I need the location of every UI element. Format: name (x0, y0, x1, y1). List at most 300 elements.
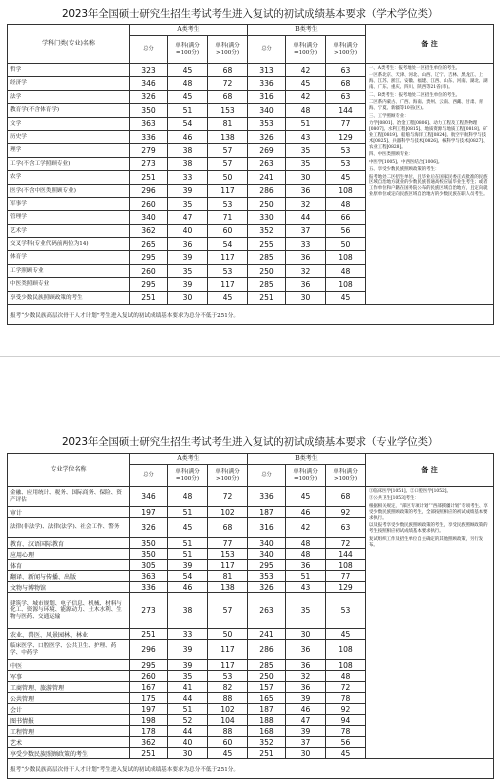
discipline-name: 金融、应用统计、税务、国际商务、保险、资产评估 (8, 487, 130, 507)
b-score-single-over-100: 68 (326, 77, 366, 90)
a-score-single-100: 39 (168, 560, 208, 571)
b-score-single-over-100: 77 (326, 571, 366, 582)
note-line: 力学[0801]、冶金工程[0806]、动力工程及工程热物理[0807]、水利工程[0815]、地质资源与地质工程[0818]、矿业工程[0819]、船舶与海洋工程[0824]、航空宇航科学与技术[0825]、兵器科学与技术[0826]、核科学与技术[0827]、农业工程[0828]。 (369, 121, 488, 150)
b-score-single-100: 48 (286, 538, 326, 549)
b-score-single-over-100: 78 (326, 726, 366, 737)
b-score-total: 187 (248, 507, 286, 518)
a-score-single-over-100: 117 (208, 660, 248, 671)
p-b-single-100-header: 单科(满分=100分) (286, 465, 326, 487)
a-score-single-over-100: 102 (208, 704, 248, 715)
a-score-total: 363 (130, 117, 168, 130)
a-score-single-100: 30 (168, 748, 208, 759)
a-score-total: 362 (130, 737, 168, 748)
b-score-single-over-100: 68 (326, 487, 366, 507)
academic-score-table (7, 24, 494, 325)
a-score-total: 336 (130, 582, 168, 593)
a-score-single-over-100: 72 (208, 487, 248, 507)
discipline-name: 会计 (8, 704, 130, 715)
a-score-total: 323 (130, 64, 168, 77)
b-score-single-over-100: 72 (326, 682, 366, 693)
a-score-single-100: 36 (168, 238, 208, 251)
b-score-total: 285 (248, 278, 286, 291)
a-score-total: 363 (130, 571, 168, 582)
b-score-single-100: 32 (286, 197, 326, 210)
professional-page (0, 356, 500, 773)
b-score-total: 313 (248, 64, 286, 77)
b-score-total: 168 (248, 726, 286, 737)
b-score-single-100: 42 (286, 64, 326, 77)
a-score-total: 346 (130, 77, 168, 90)
b-score-single-100: 46 (286, 704, 326, 715)
a-score-single-100: 33 (168, 171, 208, 184)
discipline-name: 图书情报 (8, 715, 130, 726)
b-score-single-100: 45 (286, 487, 326, 507)
b-total-header: 总分 (248, 36, 286, 64)
b-score-single-over-100: 45 (326, 748, 366, 759)
a-score-single-over-100: 72 (208, 77, 248, 90)
a-score-single-100: 38 (168, 157, 208, 170)
a-single-over-100-header: 单科(满分>100分) (208, 36, 248, 64)
b-score-single-100: 35 (286, 593, 326, 629)
discipline-name: 享受少数民族照顾政策的考生 (8, 748, 130, 759)
discipline-name: 法律(非法学)、法律(法学)、社会工作、警务 (8, 518, 130, 538)
b-score-total: 263 (248, 157, 286, 170)
a-score-total: 296 (130, 640, 168, 660)
note-line: 二、B类考生：报考地处二区招生单位的考生。 (369, 92, 461, 98)
a-score-single-100: 30 (168, 291, 208, 304)
a-score-single-over-100: 138 (208, 582, 248, 593)
professional-notes-header: 备 注 (366, 454, 494, 487)
discipline-name: 交叉学科(专业代码前两位为14) (8, 238, 130, 251)
a-score-total: 260 (130, 671, 168, 682)
a-total-header: 总分 (130, 36, 168, 64)
b-score-single-100: 35 (286, 144, 326, 157)
a-score-single-over-100: 117 (208, 640, 248, 660)
discipline-name: 艺术 (8, 737, 130, 748)
b-score-single-100: 32 (286, 264, 326, 277)
b-score-total: 286 (248, 640, 286, 660)
b-score-total: 269 (248, 144, 286, 157)
discipline-name: 工商管理、旅游管理 (8, 682, 130, 693)
a-score-total: 362 (130, 224, 168, 237)
a-score-single-over-100: 54 (208, 238, 248, 251)
b-score-total: 286 (248, 184, 286, 197)
discipline-name: 法学 (8, 90, 130, 103)
b-score-single-over-100: 78 (326, 693, 366, 704)
a-score-total: 251 (130, 171, 168, 184)
b-score-single-over-100: 45 (326, 291, 366, 304)
note-line: ①临床医学[1051]、②口腔医学[1052]。 (369, 489, 451, 494)
a-score-single-over-100: 117 (208, 278, 248, 291)
b-score-total: 295 (248, 560, 286, 571)
b-score-single-100: 51 (286, 117, 326, 130)
a-score-single-100: 46 (168, 582, 208, 593)
a-score-total: 198 (130, 715, 168, 726)
a-score-total: 273 (130, 593, 168, 629)
b-score-single-over-100: 108 (326, 251, 366, 264)
b-score-single-over-100: 94 (326, 715, 366, 726)
p-b-total-header: 总分 (248, 465, 286, 487)
b-score-single-over-100: 63 (326, 90, 366, 103)
b-score-single-over-100: 50 (326, 238, 366, 251)
discipline-name: 农业、兽医、风景园林、林业 (8, 629, 130, 640)
a-score-single-100: 33 (168, 629, 208, 640)
discipline-name: 教育、汉语国际教育 (8, 538, 130, 549)
a-score-single-over-100: 153 (208, 549, 248, 560)
a-score-total: 273 (130, 157, 168, 170)
b-score-single-over-100: 129 (326, 130, 366, 143)
b-score-total: 165 (248, 693, 286, 704)
discipline-name: 临床医学、口腔医学、公共卫生、护理、药学、中药学 (8, 640, 130, 660)
b-score-total: 157 (248, 682, 286, 693)
a-score-single-over-100: 53 (208, 671, 248, 682)
professional-zone-b-header: B类考生 (248, 454, 366, 465)
b-score-single-100: 37 (286, 737, 326, 748)
b-score-single-100: 48 (286, 549, 326, 560)
b-score-total: 251 (248, 291, 286, 304)
a-score-single-100: 39 (168, 660, 208, 671)
a-score-single-over-100: 117 (208, 251, 248, 264)
a-score-single-100: 45 (168, 64, 208, 77)
a-score-total: 336 (130, 130, 168, 143)
note-line: 以及报考享受少数民族照顾政策的考生，享受民族照顾政策的考生按照相应初试成绩基本要求执行。 (369, 523, 488, 535)
b-score-single-over-100: 48 (326, 264, 366, 277)
a-score-total: 326 (130, 90, 168, 103)
a-score-single-over-100: 117 (208, 560, 248, 571)
b-score-single-over-100: 66 (326, 211, 366, 224)
b-score-total: 353 (248, 571, 286, 582)
b-single-over-100-header: 单科(满分>100分) (326, 36, 366, 64)
a-score-single-over-100: 53 (208, 197, 248, 210)
note-line: 报考地处二区招生单位，且毕业后在国家民委正式批准的民族区域自治地方就业的少数民族普通高校应届毕业生考生；或者工作单位和户籍在国务院公布的民族区域自治地方，且定向就业原单位或定向民族区域自治地方的少数民族在职人员考生。 (369, 174, 488, 198)
note-line: 四、中医类照顾专业： (369, 152, 413, 158)
a-score-single-100: 46 (168, 130, 208, 143)
b-score-single-100: 35 (286, 157, 326, 170)
a-score-single-100: 52 (168, 715, 208, 726)
b-score-single-over-100: 53 (326, 593, 366, 629)
b-score-single-over-100: 108 (326, 560, 366, 571)
b-score-total: 340 (248, 538, 286, 549)
academic-title: 2023年全国硕士研究生招生考试考生进入复试的初试成绩基本要求（学术学位类） (61, 8, 439, 20)
a-score-single-over-100: 57 (208, 157, 248, 170)
a-score-single-100: 54 (168, 571, 208, 582)
a-score-total: 350 (130, 549, 168, 560)
a-score-single-100: 47 (168, 211, 208, 224)
b-score-single-over-100: 108 (326, 184, 366, 197)
a-score-single-over-100: 138 (208, 130, 248, 143)
discipline-name: 教育学(不含体育学) (8, 104, 130, 117)
b-score-total: 187 (248, 704, 286, 715)
b-score-single-over-100: 92 (326, 507, 366, 518)
a-score-total: 251 (130, 629, 168, 640)
b-score-single-over-100: 48 (326, 197, 366, 210)
discipline-name: 军事学 (8, 197, 130, 210)
a-score-single-100: 39 (168, 278, 208, 291)
discipline-name: 中医 (8, 660, 130, 671)
discipline-name: 理学 (8, 144, 130, 157)
b-score-single-100: 46 (286, 507, 326, 518)
note-line: 复试组织工作及招生单位自主确定的其他照顾政策，另行发布。 (369, 536, 484, 548)
b-score-single-over-100: 63 (326, 64, 366, 77)
b-score-total: 241 (248, 171, 286, 184)
b-score-single-over-100: 56 (326, 737, 366, 748)
a-score-total: 295 (130, 251, 168, 264)
table-footer-note: 报考“少数民族高层次骨干人才计划”考生进入复试的初试成绩基本要求为总分不低于251分。 (8, 759, 494, 779)
note-line: 二区系内蒙古、广西、海南、贵州、云南、西藏、甘肃、青海、宁夏、新疆等10省(区)。 (369, 100, 484, 112)
b-score-single-100: 45 (286, 77, 326, 90)
b-score-single-100: 48 (286, 104, 326, 117)
b-score-single-over-100: 53 (326, 157, 366, 170)
b-score-single-over-100: 108 (326, 660, 366, 671)
a-score-total: 326 (130, 518, 168, 538)
a-score-single-over-100: 60 (208, 737, 248, 748)
discipline-name: 哲学 (8, 64, 130, 77)
b-score-single-100: 39 (286, 693, 326, 704)
a-score-single-over-100: 45 (208, 291, 248, 304)
b-score-single-100: 30 (286, 629, 326, 640)
a-score-single-over-100: 50 (208, 629, 248, 640)
notes-cell (366, 64, 494, 305)
a-score-single-100: 51 (168, 507, 208, 518)
a-score-total: 340 (130, 211, 168, 224)
b-score-total: 251 (248, 748, 286, 759)
a-score-single-100: 35 (168, 671, 208, 682)
b-score-single-over-100: 108 (326, 278, 366, 291)
discipline-name: 体育学 (8, 251, 130, 264)
discipline-name: 农学 (8, 171, 130, 184)
b-single-100-header: 单科(满分=100分) (286, 36, 326, 64)
b-score-total: 250 (248, 197, 286, 210)
a-score-total: 260 (130, 264, 168, 277)
note-line: 根据相关规定，“部区专项计划”“西部援疆计划”专项考生、享受少数民族照顾政策的考生，全部按照相应的初试成绩基本要求执行。 (369, 503, 488, 521)
b-score-single-100: 30 (286, 291, 326, 304)
a-score-single-100: 48 (168, 487, 208, 507)
discipline-name: 审计 (8, 507, 130, 518)
discipline-name: 工学(不含工学照顾专业) (8, 157, 130, 170)
a-score-single-over-100: 88 (208, 693, 248, 704)
a-score-single-over-100: 153 (208, 104, 248, 117)
a-score-single-100: 44 (168, 693, 208, 704)
b-score-single-over-100: 144 (326, 549, 366, 560)
note-line: 一区系北京、天津、河北、山西、辽宁、吉林、黑龙江、上海、江苏、浙江、安徽、福建、江西、山东、河南、湖北、湖南、广东、重庆、四川、陕西等21省(市)。 (369, 73, 488, 91)
professional-score-table (7, 453, 494, 779)
b-score-single-over-100: 63 (326, 518, 366, 538)
b-score-single-100: 30 (286, 171, 326, 184)
b-score-total: 340 (248, 104, 286, 117)
b-score-total: 336 (248, 487, 286, 507)
b-score-total: 285 (248, 660, 286, 671)
zone-a-header: A类考生 (130, 25, 248, 36)
a-score-total: 350 (130, 538, 168, 549)
professional-discipline-header: 专业学位名称 (8, 454, 130, 487)
b-score-single-100: 51 (286, 571, 326, 582)
b-score-single-over-100: 77 (326, 117, 366, 130)
a-score-single-100: 40 (168, 737, 208, 748)
a-score-single-over-100: 60 (208, 224, 248, 237)
note-line: 三、工学照顾专业： (369, 113, 409, 119)
a-score-single-100: 35 (168, 264, 208, 277)
b-score-single-over-100: 45 (326, 171, 366, 184)
b-score-single-over-100: 48 (326, 671, 366, 682)
a-score-single-100: 38 (168, 144, 208, 157)
b-score-single-100: 42 (286, 518, 326, 538)
a-score-single-100: 51 (168, 704, 208, 715)
a-score-total: 175 (130, 693, 168, 704)
b-score-single-100: 39 (286, 726, 326, 737)
b-score-total: 250 (248, 671, 286, 682)
note-line: 一、A类考生：报考地处一区招生单位的考生。 (369, 66, 461, 71)
a-score-single-100: 51 (168, 104, 208, 117)
b-score-single-over-100: 144 (326, 104, 366, 117)
a-score-total: 197 (130, 704, 168, 715)
b-score-total: 255 (248, 238, 286, 251)
a-score-total: 346 (130, 487, 168, 507)
discipline-name: 中医类照顾专业 (8, 278, 130, 291)
discipline-name: 享受少数民族照顾政策的考生 (8, 291, 130, 304)
a-score-single-100: 45 (168, 90, 208, 103)
a-score-total: 265 (130, 238, 168, 251)
a-score-single-100: 48 (168, 77, 208, 90)
professional-title: 2023年全国硕士研究生招生考试考生进入复试的初试成绩基本要求（专业学位类） (61, 436, 439, 448)
a-score-single-100: 44 (168, 726, 208, 737)
a-score-single-over-100: 117 (208, 184, 248, 197)
b-score-single-100: 36 (286, 640, 326, 660)
b-score-single-100: 43 (286, 582, 326, 593)
note-line: 中医学[1005]、中西医结合[1006]。 (369, 159, 443, 165)
a-score-single-over-100: 71 (208, 211, 248, 224)
a-score-single-over-100: 68 (208, 518, 248, 538)
notes-cell (366, 487, 494, 759)
b-score-total: 188 (248, 715, 286, 726)
a-score-total: 260 (130, 197, 168, 210)
a-score-single-over-100: 82 (208, 682, 248, 693)
p-a-single-100-header: 单科(满分=100分) (168, 465, 208, 487)
b-score-total: 326 (248, 582, 286, 593)
a-score-single-over-100: 45 (208, 748, 248, 759)
a-score-total: 178 (130, 726, 168, 737)
a-score-single-100: 39 (168, 640, 208, 660)
discipline-name: 医学(不含中医类照顾专业) (8, 184, 130, 197)
b-score-single-100: 43 (286, 130, 326, 143)
b-score-single-100: 36 (286, 660, 326, 671)
discipline-name: 文学 (8, 117, 130, 130)
professional-zone-a-header: A类考生 (130, 454, 248, 465)
a-score-total: 350 (130, 104, 168, 117)
b-score-total: 352 (248, 737, 286, 748)
b-score-total: 285 (248, 251, 286, 264)
note-line: 五、享受少数民族照顾政策的考生： (369, 167, 440, 173)
b-score-single-over-100: 56 (326, 224, 366, 237)
discipline-name: 管理学 (8, 211, 130, 224)
p-b-single-over-100-header: 单科(满分>100分) (326, 465, 366, 487)
b-score-single-100: 36 (286, 560, 326, 571)
b-score-total: 326 (248, 130, 286, 143)
b-score-total: 352 (248, 224, 286, 237)
b-score-single-100: 47 (286, 715, 326, 726)
note-line: ③公共卫生[1053]考生： (369, 496, 419, 502)
a-score-total: 305 (130, 560, 168, 571)
a-score-single-100: 35 (168, 197, 208, 210)
b-score-single-over-100: 45 (326, 629, 366, 640)
a-score-total: 251 (130, 748, 168, 759)
a-score-total: 295 (130, 278, 168, 291)
b-score-single-100: 36 (286, 251, 326, 264)
a-single-100-header: 单科(满分=100分) (168, 36, 208, 64)
b-score-single-100: 36 (286, 278, 326, 291)
a-score-single-over-100: 57 (208, 593, 248, 629)
a-score-total: 197 (130, 507, 168, 518)
a-score-total: 295 (130, 660, 168, 671)
b-score-total: 330 (248, 211, 286, 224)
p-a-single-over-100-header: 单科(满分>100分) (208, 465, 248, 487)
a-score-single-100: 38 (168, 593, 208, 629)
a-score-single-over-100: 57 (208, 144, 248, 157)
b-score-total: 263 (248, 593, 286, 629)
a-score-single-over-100: 50 (208, 171, 248, 184)
a-score-single-over-100: 68 (208, 90, 248, 103)
discipline-name: 工学照顾专业 (8, 264, 130, 277)
discipline-name: 应用心理 (8, 549, 130, 560)
a-score-total: 251 (130, 291, 168, 304)
b-score-single-over-100: 53 (326, 144, 366, 157)
p-a-total-header: 总分 (130, 465, 168, 487)
b-score-single-100: 33 (286, 238, 326, 251)
b-score-total: 316 (248, 518, 286, 538)
table-row (8, 487, 494, 507)
b-score-single-over-100: 72 (326, 538, 366, 549)
b-score-single-over-100: 92 (326, 704, 366, 715)
b-score-total: 250 (248, 264, 286, 277)
a-score-single-over-100: 102 (208, 507, 248, 518)
discipline-name: 公共管理 (8, 693, 130, 704)
discipline-name: 工程管理 (8, 726, 130, 737)
discipline-name: 经济学 (8, 77, 130, 90)
a-score-total: 279 (130, 144, 168, 157)
a-score-single-over-100: 81 (208, 117, 248, 130)
discipline-name: 翻译、新闻与传播、出版 (8, 571, 130, 582)
a-score-single-100: 41 (168, 682, 208, 693)
b-score-total: 353 (248, 117, 286, 130)
b-score-single-100: 36 (286, 682, 326, 693)
b-score-single-100: 30 (286, 748, 326, 759)
table-row (8, 64, 494, 77)
discipline-name: 军事 (8, 671, 130, 682)
a-score-single-100: 39 (168, 251, 208, 264)
a-score-single-over-100: 68 (208, 64, 248, 77)
discipline-name: 体育 (8, 560, 130, 571)
b-score-total: 336 (248, 77, 286, 90)
discipline-header: 学科门类(专业)名称 (8, 25, 130, 64)
b-score-single-over-100: 108 (326, 640, 366, 660)
a-score-single-over-100: 77 (208, 538, 248, 549)
b-score-single-100: 44 (286, 211, 326, 224)
b-score-total: 340 (248, 549, 286, 560)
a-score-total: 296 (130, 184, 168, 197)
a-score-single-100: 54 (168, 117, 208, 130)
a-score-single-over-100: 104 (208, 715, 248, 726)
a-score-single-100: 51 (168, 549, 208, 560)
table-footer-note: 报考“少数民族高层次骨干人才计划”考生进入复试的初试成绩基本要求为总分不低于251分。 (8, 305, 494, 325)
b-score-single-100: 36 (286, 184, 326, 197)
a-score-single-100: 40 (168, 224, 208, 237)
b-score-single-100: 42 (286, 90, 326, 103)
a-score-single-over-100: 81 (208, 571, 248, 582)
a-score-single-100: 45 (168, 518, 208, 538)
discipline-name: 建筑学、城市规划、电子信息、机械、材料与化工、资源与环境、能源动力、土木水利、生物与医药、交通运输 (8, 593, 130, 629)
academic-page (0, 0, 500, 345)
a-score-single-100: 51 (168, 538, 208, 549)
b-score-single-100: 32 (286, 671, 326, 682)
